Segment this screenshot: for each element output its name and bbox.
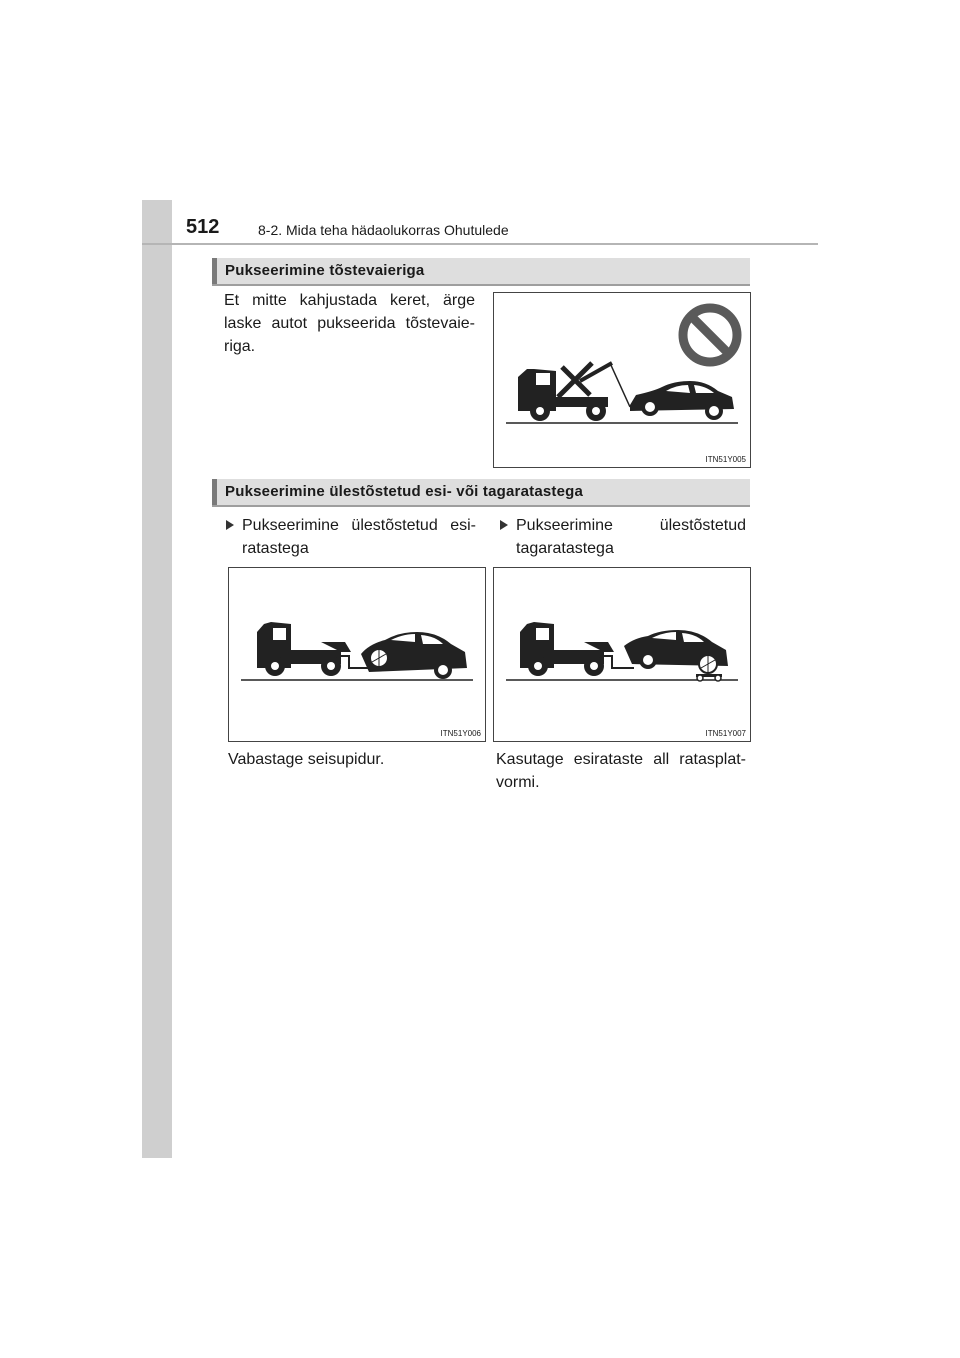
header-rule xyxy=(142,243,818,245)
bullet-line-1: Pukseerimine ülestõstetud esi- xyxy=(242,517,476,534)
bullet-triangle-icon xyxy=(500,520,508,530)
wire-sling-tow-illustration xyxy=(494,293,750,467)
caption-line-2: vormi. xyxy=(496,774,540,791)
section-heading-bar xyxy=(212,258,217,284)
caption-release-parking-brake: Vabastage seisupidur. xyxy=(228,751,385,768)
figure-rear-wheels-lifted xyxy=(493,567,751,742)
figure-front-wheels-lifted xyxy=(228,567,486,742)
figure-code: ITN51Y005 xyxy=(705,455,746,464)
breadcrumb: 8-2. Mida teha hädaolukorras Ohutulede xyxy=(258,222,509,238)
figure-code: ITN51Y007 xyxy=(705,729,746,738)
bullet-triangle-icon xyxy=(226,520,234,530)
bullet-line-1: Pukseerimine ülestõstetud xyxy=(516,517,746,534)
section-heading-bar xyxy=(212,479,217,505)
prohibited-icon xyxy=(683,308,737,362)
caption-use-wheel-dolly xyxy=(496,748,746,794)
section-heading-title: Pukseerimine ülestõstetud esi- või tagaratastega xyxy=(225,483,584,500)
bullet-line-2: ratastega xyxy=(242,540,309,557)
section-heading-lifted-wheels xyxy=(212,479,750,507)
bullet-line-2: tagaratastega xyxy=(516,540,614,557)
caption-line-1: Kasutage esirataste all ratasplat- xyxy=(496,751,746,768)
section-heading-title: Pukseerimine tõstevaieriga xyxy=(225,262,425,279)
section-heading-wire-sling xyxy=(212,258,750,286)
warning-line-1: Et mitte kahjustada keret, ärge xyxy=(224,292,475,309)
rear-wheels-lifted-illustration xyxy=(494,568,750,741)
figure-code: ITN51Y006 xyxy=(440,729,481,738)
warning-line-2: laske autot pukseerida tõstevaie- xyxy=(224,315,475,332)
warning-line-3: riga. xyxy=(224,338,256,355)
wire-sling-warning-text xyxy=(224,289,475,358)
front-wheels-lifted-illustration xyxy=(229,568,485,741)
figure-wire-sling-tow xyxy=(493,292,751,468)
side-strip xyxy=(142,200,172,1158)
page-number: 512 xyxy=(186,216,220,238)
